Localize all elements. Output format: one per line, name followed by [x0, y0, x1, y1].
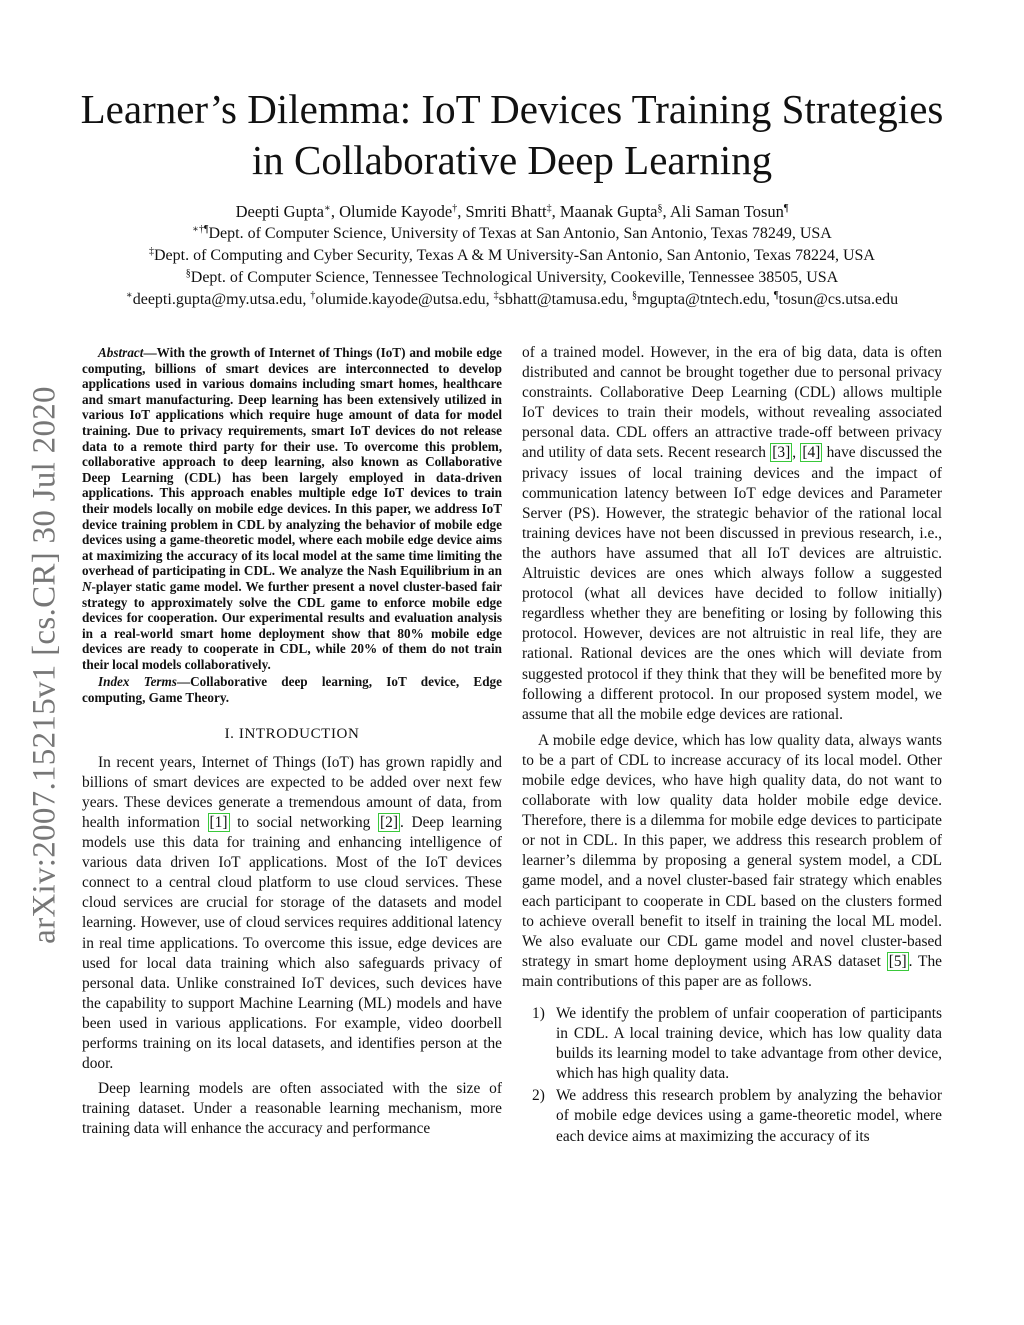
citation-link-3[interactable]: [3] — [772, 444, 791, 462]
author-1-mark: ∗ — [324, 203, 331, 214]
affiliation-3: §Dept. of Computer Science, Tennessee Technological University, Cookeville, Tennessee 38505, USA — [185, 268, 839, 286]
arxiv-stamp — [28, 360, 62, 970]
author-names: Deepti Gupta∗, Olumide Kayode†, Smriti Bhatt‡, Maanak Gupta§, Ali Saman Tosun¶ — [235, 202, 789, 221]
citation-link-2[interactable]: [2] — [380, 813, 398, 831]
citation-link-5[interactable]: [5] — [888, 952, 907, 970]
author-3-mark: ‡ — [546, 203, 552, 214]
author-2: Olumide Kayode — [339, 202, 453, 221]
author-3: Smriti Bhatt — [465, 202, 547, 221]
email-5: tosun@cs.utsa.edu — [778, 291, 899, 308]
citation-link-4[interactable]: [4] — [802, 444, 821, 462]
author-block — [60, 201, 964, 311]
title-line-1: Learner’s Dilemma: IoT Devices Training Strategies — [80, 86, 944, 132]
list-item: 1) We identify the problem of unfair cooperation of participants in CDL. A local training device, which has low quality data builds its learning model to take advantage from other device, which has high quality data. — [532, 1005, 942, 1083]
section-heading-introduction: I. INTRODUCTION — [224, 725, 360, 742]
email-3: sbhatt@tamusa.edu — [498, 291, 624, 308]
email-line: ∗deepti.gupta@my.utsa.edu, †olumide.kayode@utsa.edu, ‡sbhatt@tamusa.edu, §mgupta@tntech.edu, ¶tosun@cs.utsa.edu — [125, 290, 899, 308]
author-5: Ali Saman Tosun — [669, 202, 784, 221]
affiliation-2: ‡Dept. of Computing and Cyber Security, Texas A & M University-San Antonio, San Antonio, Texas 78224, USA — [149, 246, 875, 264]
author-1: Deepti Gupta — [235, 202, 325, 221]
affiliation-1: ∗†¶Dept. of Computer Science, University of Texas at San Antonio, San Antonio, Texas 78249, USA — [192, 224, 832, 242]
citation-link-1[interactable]: [1] — [209, 813, 228, 831]
right-paragraph-2: A mobile edge device, which has low quality data, always wants to be a part of CDL to increase accuracy of its local model. Other mobile edge devices, who have high quality data, do not want to collaborate with low quality data holder mobile edge device. Therefore, there is a dilemma for mobile edge devices to participate or not in CDL. In this paper, we address this research problem of learner’s dilemma by proposing a general system model, a CDL game model, and a novel cluster-based fair strategy which enables each participant to cooperate in CDL based on the clusters formed to achieve overall benefit to itself in training the local ML model. We also evaluate our CDL game model and novel cluster-based strategy in smart home deployment using ARAS dataset [5] . The main contributions of this paper are as follows. — [522, 731, 942, 990]
author-4: Maanak Gupta — [559, 202, 658, 221]
right-column — [522, 343, 942, 1147]
author-2-mark: † — [452, 203, 458, 214]
author-4-mark: § — [657, 203, 663, 214]
author-5-mark: ¶ — [783, 203, 789, 214]
intro-paragraph-2: Deep learning models are often associated with the size of training dataset. Under a reasonable learning mechanism, more training data will enhance the accuracy and performance — [82, 1080, 502, 1138]
right-paragraph-1: of a trained model. However, in the era of big data, data is often distributed and cannot be brought together due to personal privacy constraints. Collaborative Deep Learning (CDL) allows multiple IoT devices to train their models, without revealing associated personal data. CDL offers an attractive trade-off between privacy and utility of data sets. Recent research [3] , [4] have discussed the privacy issues of local training devices and the impact of communication latency between IoT edge devices and Parameter Server (PS). However, the strategic behavior of the rational local training devices have not been discussed in previous research, i.e., the authors have assumed that all IoT devices are altruistic. Altruistic devices are ones which always follow a suggested protocol (what all devices have decided to follow initially) regardless whether they are benefiting or losing by following this protocol. However, devices are not altruistic in real life, they are rational. Rational devices are the ones which will deviate from suggested protocol if they think that they will be benefited more by following a different protocol. In our proposed system model, we assume that all the mobile edge devices are rational. — [522, 344, 942, 723]
contributions-list — [522, 1004, 942, 1147]
list-item: 2) We address this research problem by analyzing the behavior of mobile edge devices using a game-theoretic model, where each device aims at maximizing the accuracy of its — [532, 1087, 942, 1145]
index-terms-label: Index Terms — [98, 674, 177, 690]
title-line-2: in Collaborative Deep Learning — [251, 137, 773, 183]
email-4: mgupta@tntech.edu — [637, 291, 766, 308]
index-terms: Index Terms—Collaborative deep learning, IoT device, Edge computing, Game Theory. — [82, 674, 502, 706]
intro-paragraph-1: In recent years, Internet of Things (IoT) has grown rapidly and billions of smart devices are expected to be added over next few years. These devices generate a tremendous amount of data, from health information [1] to social networking [2] . Deep learning models use this data for training and enhancing intelligence of various data driven IoT applications. Most of the IoT devices connect to a central cloud platform to use cloud services. These cloud services are crucial for storage of the datasets and model learning. However, use of cloud services requires additional latency in real time applications. To overcome this issue, edge devices are used for local data training which also safeguards privacy of personal data. Unlike constrained IoT devices, such devices have the capability to support Machine Learning (ML) models and have been used in various applications. For example, video doorbell performs training on its local datasets, and identifies person at the door. — [82, 753, 502, 1073]
arxiv-stamp-text: arXiv:2007.15215v1 [cs.CR] 30 Jul 2020 — [26, 386, 63, 944]
paper-title — [40, 84, 984, 186]
abstract: Abstract—With the growth of Internet of Things (IoT) and mobile edge computing, billions of smart devices are interconnected to develop applications used in various domains including smart homes, healthcare and smart manufacturing. Deep learning has been extensively utilized in various IoT applications which require huge amount of data for model training. Due to privacy requirements, smart IoT devices do not release data to a remote third party for their use. To overcome this problem, collaborative approach to deep learning, also known as Collaborative Deep Learning (CDL) has been largely employed in data-driven applications. This approach enables multiple edge IoT devices to train their models locally on mobile edge devices. In this paper, we address IoT device training problem in CDL by analyzing the behavior of mobile edge devices using a game-theoretic model, where each mobile edge device aims at maximizing the accuracy of its local model at the same time limiting the overhead of participating in CDL. We analyze the Nash Equilibrium in an N-player static game model. We further present a novel cluster-based fair strategy to approximately solve the CDL game to enforce mobile edge devices for cooperation. Our experimental results and evaluation analysis in a real-world smart home deployment show that 80% mobile edge devices are ready to cooperate in CDL, while 20% of them do not train their local models collaboratively. — [82, 345, 502, 672]
abstract-label: Abstract — [98, 345, 144, 360]
left-column — [82, 345, 502, 1139]
email-2: olumide.kayode@utsa.edu — [315, 291, 486, 308]
email-1: deepti.gupta@my.utsa.edu — [132, 291, 303, 308]
